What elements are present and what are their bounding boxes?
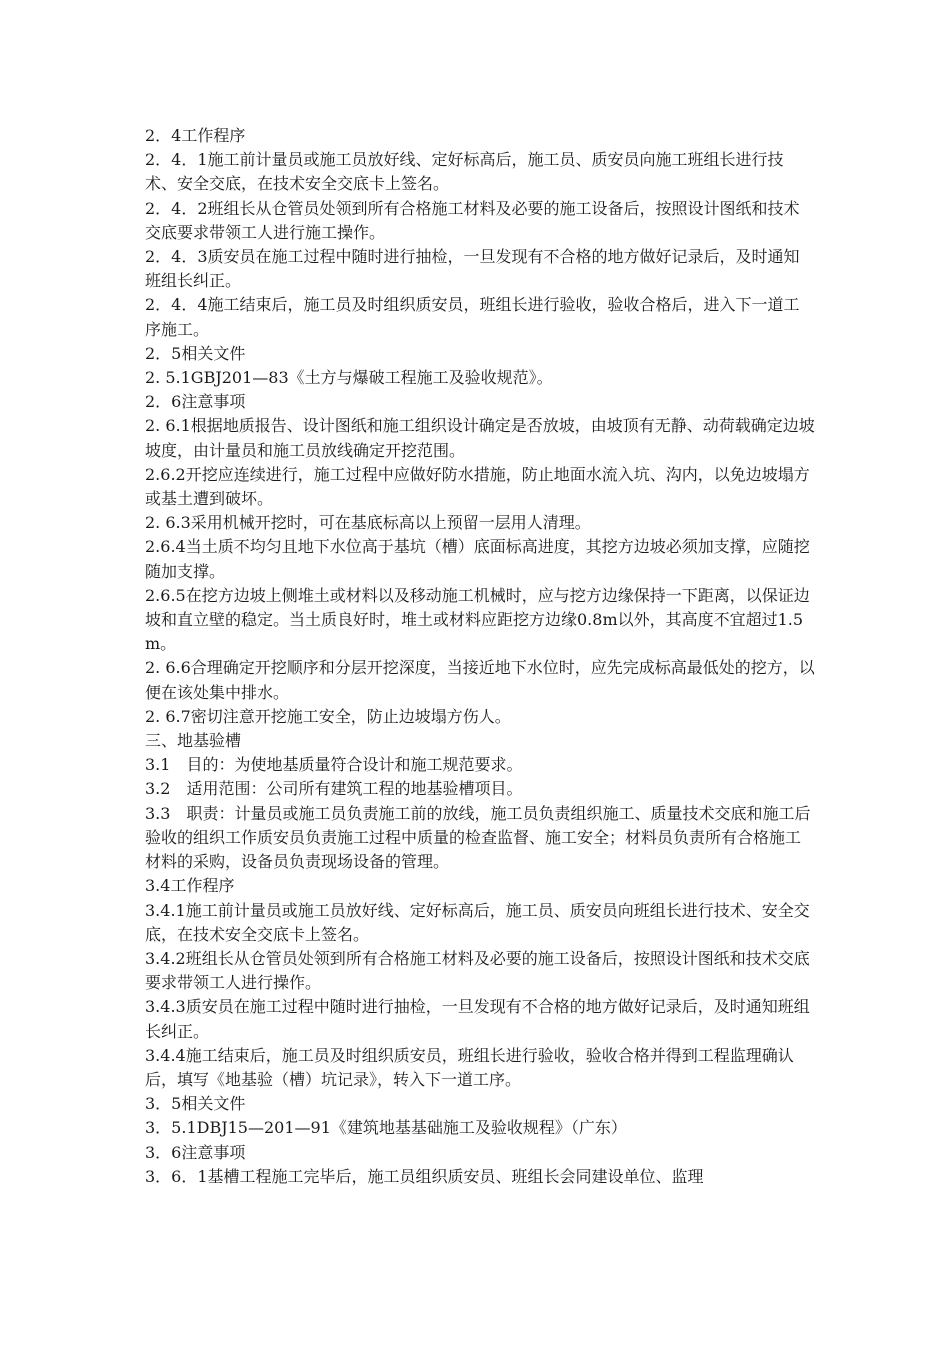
paragraph-2-4-1: 2．4．1施工前计量员或施工员放好线、定好标高后，施工员、质安员向施工班组长进行技术、安全交底，在技术安全交底卡上签名。 — [145, 150, 784, 194]
section-heading-3-5: 3．5相关文件 — [145, 1094, 246, 1114]
chapter-heading-3: 三、地基验槽 — [145, 731, 242, 751]
section-heading-3-4: 3.4工作程序 — [145, 876, 235, 896]
section-heading-2-4: 2．4工作程序 — [145, 126, 246, 145]
paragraph-2-6-4: 2.6.4当土质不均匀且地下水位高于基坑（槽）底面标高进度，其挖方边坡必须加支撑，应随挖随加支撑。 — [145, 537, 810, 581]
section-heading-2-5: 2．5相关文件 — [145, 343, 246, 363]
paragraph-2-4-4: 2．4．4施工结束后，施工员及时组织质安员，班组长进行验收，验收合格后，进入下一道工序施工。 — [145, 295, 800, 339]
paragraph-3-6-1: 3．6．1基槽工程施工完毕后，施工员组织质安员、班组长会同建设单位、监理 — [145, 1166, 704, 1186]
paragraph-2-6-5: 2.6.5在挖方边坡上侧堆土或材料以及移动施工机械时，应与挖方边缘保持一下距离，以保证边坡和直立壁的稳定。当土质良好时，堆土或材料应距挖方边缘0.8m以外，其高度不宜超过1.5m。 — [145, 585, 810, 654]
paragraph-3-4-3: 3.4.3质安员在施工过程中随时进行抽检，一旦发现有不合格的地方做好记录后，及时通知班组长纠正。 — [145, 997, 810, 1041]
paragraph-2-6-3: 2. 6.3采用机械开挖时，可在基底标高以上预留一层用人清理。 — [145, 513, 591, 533]
paragraph-3-1: 3.1 目的：为使地基质量符合设计和施工规范要求。 — [145, 755, 523, 775]
paragraph-2-4-2: 2．4．2班组长从仓管员处领到所有合格施工材料及必要的施工设备后，按照设计图纸和技术交底要求带领工人进行施工操作。 — [145, 198, 800, 242]
paragraph-2-6-2: 2.6.2开挖应连续进行，施工过程中应做好防水措施，防止地面水流入坑、沟内，以免边坡塌方或基土遭到破坏。 — [145, 464, 810, 509]
section-heading-2-6: 2．6注意事项 — [145, 392, 246, 412]
section-heading-3-6: 3．6注意事项 — [145, 1142, 246, 1162]
paragraph-2-6-6: 2. 6.6合理确定开挖顺序和分层开挖深度，当接近地下水位时，应先完成标高最低处的挖方，以便在该处集中排水。 — [145, 658, 815, 702]
paragraph-3-4-4: 3.4.4施工结束后，施工员及时组织质安员，班组长进行验收，验收合格并得到工程监理确认后，填写《地基验（槽）坑记录》，转入下一道工序。 — [145, 1045, 794, 1089]
paragraph-3-4-1: 3.4.1施工前计量员或施工员放好线、定好标高后，施工员、质安员向班组长进行技术、安全交底，在技术安全交底卡上签名。 — [145, 900, 810, 944]
paragraph-3-2: 3.2 适用范围：公司所有建筑工程的地基验槽项目。 — [145, 779, 523, 799]
paragraph-2-6-1: 2. 6.1根据地质报告、设计图纸和施工组织设计确定是否放坡，由坡顶有无静、动荷载确定边坡坡度，由计量员和施工员放线确定开挖范围。 — [145, 416, 815, 460]
paragraph-2-6-7: 2. 6.7密切注意开挖施工安全，防止边坡塌方伤人。 — [145, 706, 511, 726]
paragraph-2-4-3: 2．4．3质安员在施工过程中随时进行抽检，一旦发现有不合格的地方做好记录后，及时通知班组长纠正。 — [145, 247, 800, 291]
paragraph-2-5-1: 2. 5.1GBJ201—83《土方与爆破工程施工及验收规范》。 — [145, 368, 553, 388]
document-page — [145, 124, 815, 1189]
paragraph-3-3: 3.3 职责：计量员或施工员负责施工前的放线，施工员负责组织施工、质量技术交底和施工后验收的组织工作质安员负责施工过程中质量的检查监督、施工安全；材料员负责所有合格施工材料的采购，设备员负责现场设备的管理。 — [145, 803, 811, 872]
paragraph-3-5-1: 3．5.1DBJ15—201—91《建筑地基基础施工及验收规程》（广东） — [145, 1118, 627, 1138]
paragraph-3-4-2: 3.4.2班组长从仓管员处领到所有合格施工材料及必要的施工设备后，按照设计图纸和技术交底要求带领工人进行操作。 — [145, 948, 810, 993]
